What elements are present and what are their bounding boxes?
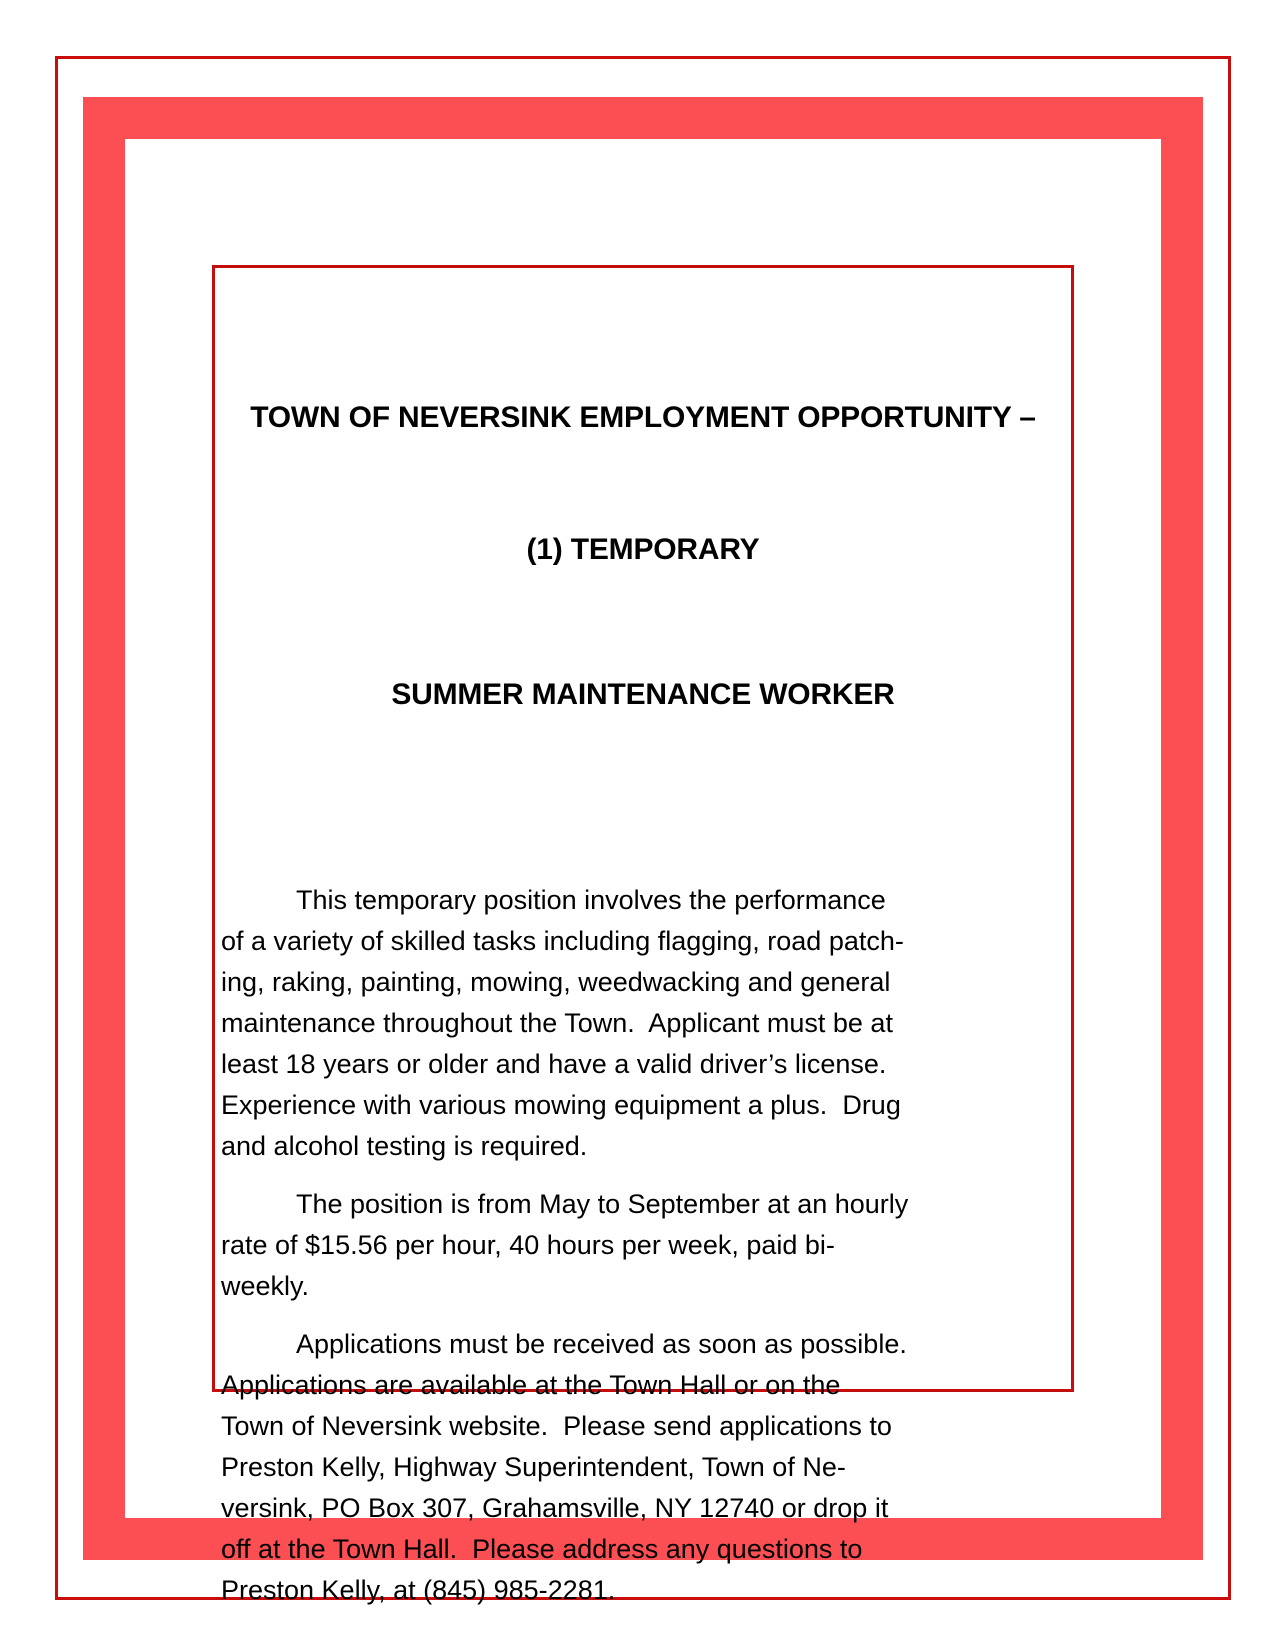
heading-line-1: TOWN OF NEVERSINK EMPLOYMENT OPPORTUNITY – <box>250 401 1036 434</box>
body-line: weekly. <box>221 1271 310 1301</box>
body-line: rate of $15.56 per hour, 40 hours per week, paid bi- <box>221 1230 835 1260</box>
body-line: Applications must be received as soon as possible. <box>296 1329 907 1359</box>
paragraph-position-description <box>221 880 1065 1167</box>
body-line: The position is from May to September at an hourly <box>296 1189 909 1219</box>
heading-line-2: (1) TEMPORARY <box>526 533 760 566</box>
announcement-text-box <box>212 265 1074 1605</box>
flyer-heading <box>221 308 1065 805</box>
body-line: maintenance throughout the Town. Applicant must be at <box>221 1008 893 1038</box>
body-line: Preston Kelly, Highway Superintendent, Town of Ne- <box>221 1452 846 1482</box>
body-line: of a variety of skilled tasks including flagging, road patch- <box>221 926 904 956</box>
body-line: least 18 years or older and have a valid driver’s license. <box>221 1049 887 1079</box>
body-line: and alcohol testing is required. <box>221 1131 588 1161</box>
paragraph-pay-and-schedule <box>221 1184 1065 1307</box>
body-line: Preston Kelly, at (845) 985-2281. <box>221 1575 616 1605</box>
body-line: versink, PO Box 307, Grahamsville, NY 12740 or drop it <box>221 1493 889 1523</box>
heading-line-3: SUMMER MAINTENANCE WORKER <box>391 678 895 711</box>
body-line: Applications are available at the Town Hall or on the <box>221 1370 841 1400</box>
paragraph-application-instructions <box>221 1324 1065 1611</box>
body-line: Experience with various mowing equipment a plus. Drug <box>221 1090 901 1120</box>
flyer-body <box>221 880 1065 1611</box>
body-line: Town of Neversink website. Please send applications to <box>221 1411 892 1441</box>
body-line: This temporary position involves the performance <box>296 885 886 915</box>
body-line: ing, raking, painting, mowing, weedwacking and general <box>221 967 891 997</box>
body-line: off at the Town Hall. Please address any questions to <box>221 1534 863 1564</box>
